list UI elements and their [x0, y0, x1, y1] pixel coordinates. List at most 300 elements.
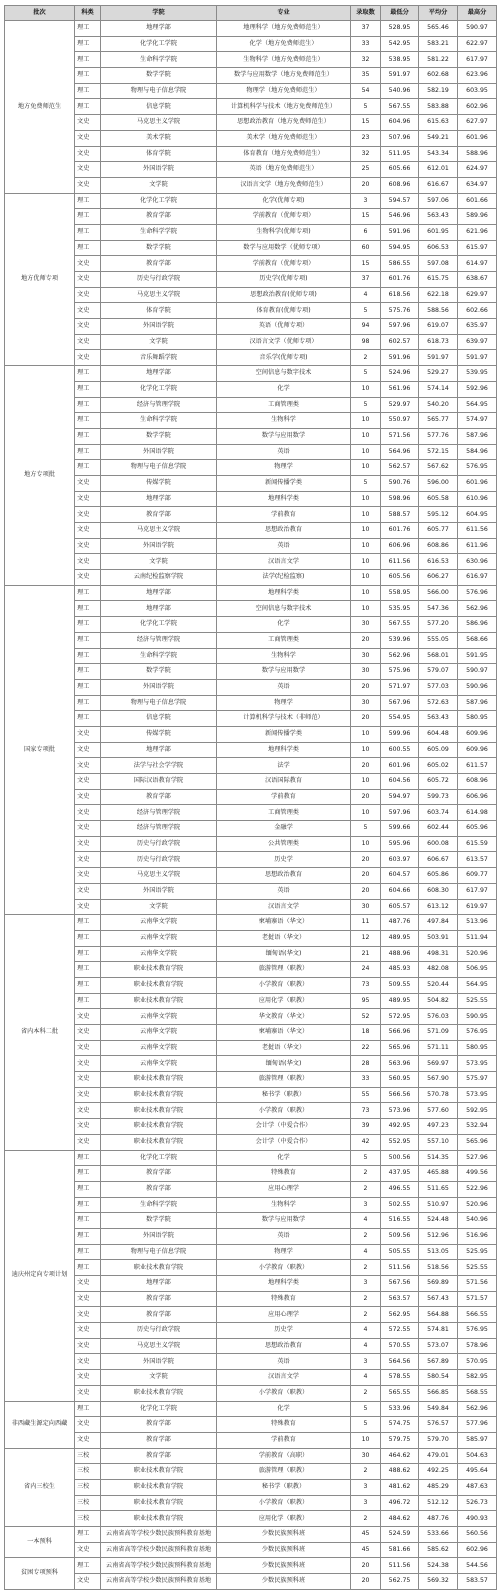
table-row — [5, 319, 497, 335]
header-row — [5, 6, 497, 21]
category-cell: 三校 — [75, 1511, 101, 1527]
college-cell: 职业技术教育学院 — [101, 993, 217, 1009]
avg-score-cell: 622.18 — [419, 287, 458, 303]
major-cell: 生物科学（地方免费师范生） — [217, 52, 351, 68]
college-cell: 云南省高等学校少数民族预科教育基地 — [101, 1574, 217, 1590]
college-cell: 数学学院 — [101, 664, 217, 680]
max-score-cell: 487.63 — [458, 1479, 497, 1495]
category-cell: 理工 — [75, 993, 101, 1009]
min-score-cell: 484.62 — [381, 1511, 419, 1527]
table-row — [5, 146, 497, 162]
category-cell: 理工 — [75, 711, 101, 727]
batch-cell: 地方优师专项 — [5, 193, 75, 366]
max-score-cell: 573.95 — [458, 1087, 497, 1103]
category-cell: 理工 — [75, 381, 101, 397]
college-cell: 体育学院 — [101, 146, 217, 162]
max-score-cell: 525.55 — [458, 993, 497, 1009]
major-cell: 少数民族预科班 — [217, 1574, 351, 1590]
min-score-cell: 529.97 — [381, 397, 419, 413]
min-score-cell: 604.57 — [381, 868, 419, 884]
avg-score-cell: 567.43 — [419, 1291, 458, 1307]
avg-score-cell: 576.57 — [419, 1417, 458, 1433]
category-cell: 理工 — [75, 413, 101, 429]
min-score-cell: 489.95 — [381, 993, 419, 1009]
enrolled-cell: 4 — [351, 287, 381, 303]
major-cell: 学前教育 — [217, 1432, 351, 1448]
major-cell: 思想政治教育 — [217, 1338, 351, 1354]
max-score-cell: 576.95 — [458, 1025, 497, 1041]
category-cell: 理工 — [75, 83, 101, 99]
max-score-cell: 592.96 — [458, 381, 497, 397]
category-cell: 文史 — [75, 1276, 101, 1292]
major-cell: 思想政治教育 — [217, 523, 351, 539]
max-score-cell: 627.97 — [458, 115, 497, 131]
min-score-cell: 565.55 — [381, 1385, 419, 1401]
table-row — [5, 162, 497, 178]
min-score-cell: 573.96 — [381, 1103, 419, 1119]
avg-score-cell: 583.88 — [419, 99, 458, 115]
table-row — [5, 946, 497, 962]
major-cell: 应用心理学 — [217, 1307, 351, 1323]
max-score-cell: 614.97 — [458, 256, 497, 272]
min-score-cell: 590.76 — [381, 475, 419, 491]
college-cell: 化学化工学院 — [101, 36, 217, 52]
enrolled-cell: 10 — [351, 523, 381, 539]
college-cell: 教育学部 — [101, 256, 217, 272]
avg-score-cell: 573.07 — [419, 1338, 458, 1354]
college-cell: 地理学部 — [101, 742, 217, 758]
major-cell: 华文教育（华文） — [217, 1009, 351, 1025]
enrolled-cell: 5 — [351, 1401, 381, 1417]
max-score-cell: 590.97 — [458, 21, 497, 37]
table-row — [5, 83, 497, 99]
avg-score-cell: 606.67 — [419, 852, 458, 868]
min-score-cell: 567.96 — [381, 695, 419, 711]
category-cell: 文史 — [75, 1072, 101, 1088]
major-cell: 小学教育（职教） — [217, 1103, 351, 1119]
college-cell: 职业技术教育学院 — [101, 1119, 217, 1135]
category-cell: 理工 — [75, 52, 101, 68]
major-cell: 法学 — [217, 758, 351, 774]
min-score-cell: 579.75 — [381, 1432, 419, 1448]
enrolled-cell: 3 — [351, 1276, 381, 1292]
category-cell: 文史 — [75, 836, 101, 852]
avg-score-cell: 503.91 — [419, 930, 458, 946]
enrolled-cell: 10 — [351, 381, 381, 397]
table-row — [5, 1166, 497, 1182]
enrolled-cell: 11 — [351, 915, 381, 931]
min-score-cell: 604.96 — [381, 115, 419, 131]
enrolled-cell: 2 — [351, 1511, 381, 1527]
category-cell: 理工 — [75, 1166, 101, 1182]
enrolled-cell: 20 — [351, 868, 381, 884]
enrolled-cell: 28 — [351, 1056, 381, 1072]
avg-score-cell: 605.58 — [419, 491, 458, 507]
min-score-cell: 605.57 — [381, 899, 419, 915]
min-score-cell: 600.55 — [381, 742, 419, 758]
category-cell: 文史 — [75, 256, 101, 272]
avg-score-cell: 569.89 — [419, 1276, 458, 1292]
college-cell: 职业技术教育学院 — [101, 1479, 217, 1495]
category-cell: 理工 — [75, 648, 101, 664]
col-header-college: 学院 — [101, 6, 217, 21]
table-row — [5, 303, 497, 319]
min-score-cell: 488.62 — [381, 1464, 419, 1480]
enrolled-cell: 18 — [351, 1025, 381, 1041]
col-header-category: 科类 — [75, 6, 101, 21]
table-row — [5, 177, 497, 193]
avg-score-cell: 616.53 — [419, 554, 458, 570]
min-score-cell: 496.55 — [381, 1181, 419, 1197]
major-cell: 地理科学类 — [217, 585, 351, 601]
avg-score-cell: 605.02 — [419, 758, 458, 774]
enrolled-cell: 22 — [351, 1040, 381, 1056]
avg-score-cell: 465.88 — [419, 1166, 458, 1182]
enrolled-cell: 5 — [351, 397, 381, 413]
enrolled-cell: 20 — [351, 883, 381, 899]
college-cell: 教育学部 — [101, 1417, 217, 1433]
college-cell: 云南华文学院 — [101, 1056, 217, 1072]
college-cell: 马克思主义学院 — [101, 523, 217, 539]
category-cell: 理工 — [75, 946, 101, 962]
max-score-cell: 585.97 — [458, 1432, 497, 1448]
max-score-cell: 525.95 — [458, 1244, 497, 1260]
category-cell: 理工 — [75, 209, 101, 225]
enrolled-cell: 10 — [351, 507, 381, 523]
table-body — [5, 21, 497, 1590]
table-row — [5, 679, 497, 695]
min-score-cell: 606.96 — [381, 538, 419, 554]
college-cell: 化学化工学院 — [101, 193, 217, 209]
min-score-cell: 604.56 — [381, 774, 419, 790]
enrolled-cell: 2 — [351, 1181, 381, 1197]
college-cell: 信息学院 — [101, 711, 217, 727]
category-cell: 三校 — [75, 1448, 101, 1464]
major-cell: 历史学 — [217, 852, 351, 868]
enrolled-cell: 35 — [351, 68, 381, 84]
category-cell: 文史 — [75, 1323, 101, 1339]
category-cell: 文史 — [75, 789, 101, 805]
batch-cell: 国家专项批 — [5, 585, 75, 914]
major-cell: 体育教育（地方免费师范生） — [217, 146, 351, 162]
enrolled-cell: 20 — [351, 758, 381, 774]
max-score-cell: 574.97 — [458, 413, 497, 429]
college-cell: 外国语学院 — [101, 679, 217, 695]
college-cell: 马克思主义学院 — [101, 115, 217, 131]
min-score-cell: 566.56 — [381, 1087, 419, 1103]
table-row — [5, 68, 497, 84]
enrolled-cell: 3 — [351, 1495, 381, 1511]
college-cell: 文学院 — [101, 899, 217, 915]
min-score-cell: 599.96 — [381, 726, 419, 742]
max-score-cell: 614.98 — [458, 805, 497, 821]
college-cell: 地理学部 — [101, 585, 217, 601]
enrolled-cell: 4 — [351, 1370, 381, 1386]
max-score-cell: 568.66 — [458, 632, 497, 648]
table-row — [5, 570, 497, 586]
avg-score-cell: 549.21 — [419, 130, 458, 146]
category-cell: 理工 — [75, 617, 101, 633]
college-cell: 教育学部 — [101, 1307, 217, 1323]
college-cell: 云南华文学院 — [101, 1040, 217, 1056]
max-score-cell: 580.95 — [458, 711, 497, 727]
min-score-cell: 489.95 — [381, 930, 419, 946]
table-row — [5, 554, 497, 570]
max-score-cell: 634.97 — [458, 177, 497, 193]
enrolled-cell: 20 — [351, 632, 381, 648]
college-cell: 云南省高等学校少数民族预科教育基地 — [101, 1527, 217, 1543]
category-cell: 文史 — [75, 491, 101, 507]
major-cell: 化学 — [217, 1150, 351, 1166]
major-cell: 数学与应用数学 — [217, 1213, 351, 1229]
table-row — [5, 413, 497, 429]
min-score-cell: 524.96 — [381, 366, 419, 382]
major-cell: 音乐学(优师专项) — [217, 350, 351, 366]
category-cell: 理工 — [75, 1401, 101, 1417]
enrolled-cell: 37 — [351, 272, 381, 288]
table-row — [5, 1291, 497, 1307]
table-row — [5, 444, 497, 460]
min-score-cell: 524.59 — [381, 1527, 419, 1543]
table-row — [5, 977, 497, 993]
table-row — [5, 1228, 497, 1244]
min-score-cell: 562.95 — [381, 1307, 419, 1323]
major-cell: 地理科学类 — [217, 1276, 351, 1292]
enrolled-cell: 10 — [351, 742, 381, 758]
min-score-cell: 608.96 — [381, 177, 419, 193]
category-cell: 文史 — [75, 899, 101, 915]
enrolled-cell: 39 — [351, 1119, 381, 1135]
table-row — [5, 1448, 497, 1464]
major-cell: 思想政治教育（地方免费师范生） — [217, 115, 351, 131]
table-row — [5, 1213, 497, 1229]
table-header — [5, 6, 497, 21]
enrolled-cell: 30 — [351, 648, 381, 664]
college-cell: 国际汉语教育学院 — [101, 774, 217, 790]
major-cell: 小学教育（职教） — [217, 1495, 351, 1511]
avg-score-cell: 591.97 — [419, 350, 458, 366]
college-cell: 化学化工学院 — [101, 381, 217, 397]
college-cell: 外国语学院 — [101, 444, 217, 460]
avg-score-cell: 601.95 — [419, 224, 458, 240]
category-cell: 文史 — [75, 1103, 101, 1119]
batch-cell: 省内三校生 — [5, 1448, 75, 1526]
table-row — [5, 1119, 497, 1135]
table-row — [5, 1181, 497, 1197]
avg-score-cell: 577.20 — [419, 617, 458, 633]
col-header-max-score: 最高分 — [458, 6, 497, 21]
avg-score-cell: 529.27 — [419, 366, 458, 382]
min-score-cell: 566.96 — [381, 1025, 419, 1041]
major-cell: 思想政治教育 — [217, 868, 351, 884]
table-row — [5, 1072, 497, 1088]
table-row — [5, 36, 497, 52]
major-cell: 物理学 — [217, 1244, 351, 1260]
major-cell: 少数民族预科班 — [217, 1542, 351, 1558]
college-cell: 职业技术教育学院 — [101, 962, 217, 978]
table-row — [5, 1432, 497, 1448]
table-row — [5, 1385, 497, 1401]
college-cell: 云南纪检监察学院 — [101, 570, 217, 586]
category-cell: 理工 — [75, 930, 101, 946]
max-score-cell: 606.96 — [458, 789, 497, 805]
major-cell: 汉语言文学（优师专项） — [217, 334, 351, 350]
table-row — [5, 1464, 497, 1480]
table-row — [5, 601, 497, 617]
category-cell: 文史 — [75, 1417, 101, 1433]
min-score-cell: 578.55 — [381, 1370, 419, 1386]
category-cell: 文史 — [75, 1025, 101, 1041]
category-cell: 文史 — [75, 1542, 101, 1558]
max-score-cell: 504.63 — [458, 1448, 497, 1464]
table-row — [5, 774, 497, 790]
max-score-cell: 610.96 — [458, 491, 497, 507]
enrolled-cell: 45 — [351, 1542, 381, 1558]
max-score-cell: 601.66 — [458, 193, 497, 209]
admission-score-sheet — [4, 5, 496, 1590]
avg-score-cell: 498.31 — [419, 946, 458, 962]
min-score-cell: 588.57 — [381, 507, 419, 523]
min-score-cell: 618.56 — [381, 287, 419, 303]
major-cell: 应用心理学 — [217, 1181, 351, 1197]
major-cell: 特殊教育 — [217, 1417, 351, 1433]
category-cell: 理工 — [75, 224, 101, 240]
min-score-cell: 594.97 — [381, 789, 419, 805]
admission-score-table — [4, 5, 497, 1590]
max-score-cell: 602.96 — [458, 99, 497, 115]
table-row — [5, 930, 497, 946]
max-score-cell: 617.97 — [458, 883, 497, 899]
min-score-cell: 567.55 — [381, 99, 419, 115]
enrolled-cell: 52 — [351, 1009, 381, 1025]
category-cell: 理工 — [75, 1558, 101, 1574]
avg-score-cell: 567.89 — [419, 1354, 458, 1370]
major-cell: 化学（地方免费师范生） — [217, 36, 351, 52]
college-cell: 文学院 — [101, 1370, 217, 1386]
table-row — [5, 256, 497, 272]
max-score-cell: 580.95 — [458, 1040, 497, 1056]
major-cell: 物理学 — [217, 695, 351, 711]
major-cell: 生物科学 — [217, 648, 351, 664]
max-score-cell: 564.95 — [458, 397, 497, 413]
enrolled-cell: 30 — [351, 899, 381, 915]
max-score-cell: 576.95 — [458, 1323, 497, 1339]
avg-score-cell: 569.32 — [419, 1574, 458, 1590]
enrolled-cell: 32 — [351, 52, 381, 68]
min-score-cell: 594.57 — [381, 193, 419, 209]
enrolled-cell: 54 — [351, 83, 381, 99]
max-score-cell: 522.96 — [458, 1181, 497, 1197]
avg-score-cell: 569.97 — [419, 1056, 458, 1072]
category-cell: 文史 — [75, 1291, 101, 1307]
category-cell: 文史 — [75, 1307, 101, 1323]
max-score-cell: 499.56 — [458, 1166, 497, 1182]
college-cell: 生命科学学院 — [101, 52, 217, 68]
avg-score-cell: 585.62 — [419, 1542, 458, 1558]
category-cell: 理工 — [75, 428, 101, 444]
table-row — [5, 538, 497, 554]
college-cell: 物理与电子信息学院 — [101, 83, 217, 99]
category-cell: 文史 — [75, 115, 101, 131]
table-row — [5, 1338, 497, 1354]
college-cell: 职业技术教育学院 — [101, 1495, 217, 1511]
enrolled-cell: 10 — [351, 805, 381, 821]
table-row — [5, 1370, 497, 1386]
enrolled-cell: 2 — [351, 1385, 381, 1401]
college-cell: 音乐舞蹈学院 — [101, 350, 217, 366]
college-cell: 数学学院 — [101, 428, 217, 444]
max-score-cell: 520.96 — [458, 1197, 497, 1213]
major-cell: 小学教育（职教） — [217, 1385, 351, 1401]
category-cell: 理工 — [75, 1213, 101, 1229]
max-score-cell: 490.93 — [458, 1511, 497, 1527]
major-cell: 美术学（地方免费师范生） — [217, 130, 351, 146]
college-cell: 地理学部 — [101, 601, 217, 617]
max-score-cell: 577.96 — [458, 1417, 497, 1433]
major-cell: 旅游管理（职教） — [217, 962, 351, 978]
category-cell: 文史 — [75, 272, 101, 288]
category-cell: 文史 — [75, 774, 101, 790]
avg-score-cell: 524.38 — [419, 1558, 458, 1574]
major-cell: 汉语言文学 — [217, 554, 351, 570]
category-cell: 理工 — [75, 460, 101, 476]
table-row — [5, 209, 497, 225]
table-row — [5, 632, 497, 648]
min-score-cell: 552.95 — [381, 1134, 419, 1150]
table-row — [5, 21, 497, 37]
college-cell: 外国语学院 — [101, 883, 217, 899]
max-score-cell: 590.96 — [458, 679, 497, 695]
avg-score-cell: 580.54 — [419, 1370, 458, 1386]
max-score-cell: 601.96 — [458, 130, 497, 146]
max-score-cell: 578.96 — [458, 1338, 497, 1354]
max-score-cell: 495.64 — [458, 1464, 497, 1480]
max-score-cell: 583.57 — [458, 1574, 497, 1590]
enrolled-cell: 20 — [351, 679, 381, 695]
max-score-cell: 506.95 — [458, 962, 497, 978]
enrolled-cell: 15 — [351, 256, 381, 272]
table-row — [5, 475, 497, 491]
min-score-cell: 538.95 — [381, 52, 419, 68]
max-score-cell: 616.97 — [458, 570, 497, 586]
enrolled-cell: 10 — [351, 444, 381, 460]
max-score-cell: 602.96 — [458, 1542, 497, 1558]
major-cell: 学前教育（高职） — [217, 1448, 351, 1464]
major-cell: 学前教育（优师专项） — [217, 209, 351, 225]
enrolled-cell: 73 — [351, 977, 381, 993]
enrolled-cell: 10 — [351, 1432, 381, 1448]
category-cell: 理工 — [75, 679, 101, 695]
avg-score-cell: 510.97 — [419, 1197, 458, 1213]
category-cell: 理工 — [75, 664, 101, 680]
table-row — [5, 115, 497, 131]
enrolled-cell: 33 — [351, 1072, 381, 1088]
major-cell: 柬埔寨语（华文） — [217, 915, 351, 931]
max-score-cell: 611.56 — [458, 523, 497, 539]
table-row — [5, 758, 497, 774]
avg-score-cell: 572.15 — [419, 444, 458, 460]
category-cell: 理工 — [75, 1244, 101, 1260]
avg-score-cell: 543.34 — [419, 146, 458, 162]
major-cell: 法学(纪检监察) — [217, 570, 351, 586]
college-cell: 外国语学院 — [101, 162, 217, 178]
college-cell: 外国语学院 — [101, 319, 217, 335]
avg-score-cell: 511.65 — [419, 1181, 458, 1197]
major-cell: 会计学（中爱合作） — [217, 1119, 351, 1135]
min-score-cell: 591.97 — [381, 68, 419, 84]
avg-score-cell: 605.86 — [419, 868, 458, 884]
max-score-cell: 629.97 — [458, 287, 497, 303]
